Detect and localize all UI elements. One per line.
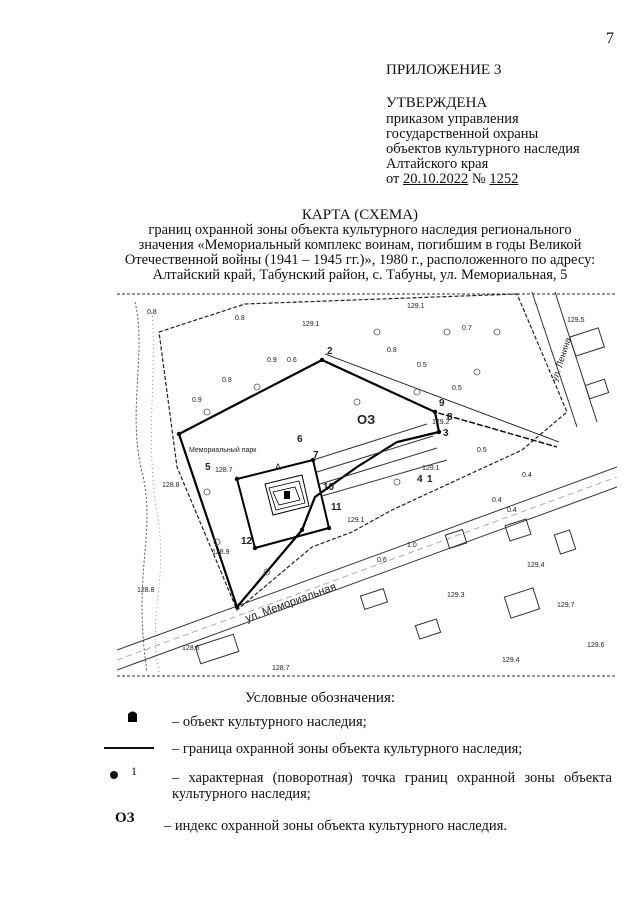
heritage-object-icon xyxy=(127,710,138,722)
park-label: Мемориальный парк xyxy=(189,447,257,454)
approved-line: Алтайского края xyxy=(386,156,489,172)
approved-line: приказом управления xyxy=(386,111,519,127)
turning-point-symbol-label: 1 xyxy=(131,764,137,778)
point-label: 6 xyxy=(297,434,303,445)
small-label: 0.8 xyxy=(147,309,157,316)
small-label: 0.9 xyxy=(267,357,277,364)
elevation-label: 128.6 xyxy=(182,645,200,652)
elevation-label: 129.1 xyxy=(407,303,425,310)
street2-label: ул. Ленина xyxy=(549,336,573,383)
elevation-label: 128.7 xyxy=(272,665,290,672)
map-subtitle-line: границ охранной зоны объекта культурного наследия регионального xyxy=(148,222,572,238)
zone-label: ОЗ xyxy=(357,412,376,427)
elevation-label: 129.7 xyxy=(557,602,575,609)
small-label: 0.8 xyxy=(387,347,397,354)
street-label: ул. Мемориальная xyxy=(243,580,338,625)
elevation-label: 129.1 xyxy=(347,517,365,524)
approval-date: 20.10.2022 xyxy=(403,171,469,187)
small-label: 0.4 xyxy=(522,472,532,479)
order-number: 1252 xyxy=(489,171,519,187)
legend-item-text: – характерная (поворотная) точка границ охранной зоны объекта культурного наследия; xyxy=(172,770,612,802)
point-label: 5 xyxy=(205,462,211,473)
point-label: 7 xyxy=(313,450,319,461)
point-label: 11 xyxy=(331,502,342,513)
point-label: 10 xyxy=(323,482,335,493)
map-subtitle-line: Алтайский край, Табунский район, с. Табуны, ул. Мемориальная, 5 xyxy=(152,267,568,283)
small-label: 0.8 xyxy=(235,315,245,322)
elevation-label: 128.8 xyxy=(137,587,155,594)
small-label: 0.6 xyxy=(377,557,387,564)
small-label: 0.4 xyxy=(507,507,517,514)
date-prefix: от xyxy=(386,171,404,187)
small-label: 0.8 xyxy=(222,377,232,384)
point-label: 12 xyxy=(241,536,253,547)
page-number: 7 xyxy=(606,30,614,47)
map-scheme xyxy=(117,292,617,678)
elevation-label: 128.8 xyxy=(162,482,180,489)
small-label: 0.5 xyxy=(417,362,427,369)
map-title-block xyxy=(100,208,620,283)
elevation-label: 128.9 xyxy=(212,549,230,556)
appendix-label: ПРИЛОЖЕНИЕ 3 xyxy=(386,62,502,78)
small-label: 0.7 xyxy=(462,325,472,332)
point-label: 3 xyxy=(443,428,449,439)
small-label: 0.6 xyxy=(287,357,297,364)
elevation-label: 129.4 xyxy=(502,657,520,664)
elevation-label: 129.4 xyxy=(527,562,545,569)
elevation-label: 129.1 xyxy=(302,321,320,328)
site-label: А xyxy=(275,462,282,472)
small-label: 0.4 xyxy=(492,497,502,504)
approval-block xyxy=(386,96,580,187)
small-label: 1.0 xyxy=(407,542,417,549)
number-sign: № xyxy=(468,171,490,187)
turning-point-icon xyxy=(110,771,118,779)
legend-item-text: – объект культурного наследия; xyxy=(172,714,367,730)
approved-line: объектов культурного наследия xyxy=(386,141,580,157)
small-label: 0.5 xyxy=(452,385,462,392)
point-label: 8 xyxy=(447,412,453,423)
elevation-label: 128.7 xyxy=(215,467,233,474)
map-subtitle-line: значения «Мемориальный комплекс воинам, погибшим в годы Великой xyxy=(138,237,582,253)
point-label: 4 xyxy=(417,474,423,485)
elevation-label: 129.2 xyxy=(432,419,450,426)
elevation-label: 129.6 xyxy=(587,642,605,649)
small-label: 0.9 xyxy=(192,397,202,404)
elevation-label: 129.3 xyxy=(447,592,465,599)
legend-title: Условные обозначения: xyxy=(244,690,396,706)
approval-date-line xyxy=(386,172,580,187)
point-label: 9 xyxy=(439,398,445,409)
map-subtitle-line: Отечественной войны (1941 – 1945 гг.)», 1980 г., расположенного по адресу: xyxy=(124,252,596,268)
elevation-label: 129.5 xyxy=(567,317,585,324)
legend-item-text: – индекс охранной зоны объекта культурного наследия. xyxy=(164,818,507,834)
approved-line: государственной охраны xyxy=(386,126,539,142)
small-label: 0.5 xyxy=(477,447,487,454)
map-title: КАРТА (СХЕМА) xyxy=(301,207,419,223)
point-label: 1 xyxy=(427,474,433,485)
boundary-line-icon xyxy=(104,747,154,749)
elevation-label: 129.1 xyxy=(422,465,440,472)
legend-item-text: – граница охранной зоны объекта культурного наследия; xyxy=(172,741,523,757)
zone-index-symbol: ОЗ xyxy=(115,810,135,826)
point-label: 2 xyxy=(327,346,333,357)
approved-heading: УТВЕРЖДЕНА xyxy=(386,95,488,111)
